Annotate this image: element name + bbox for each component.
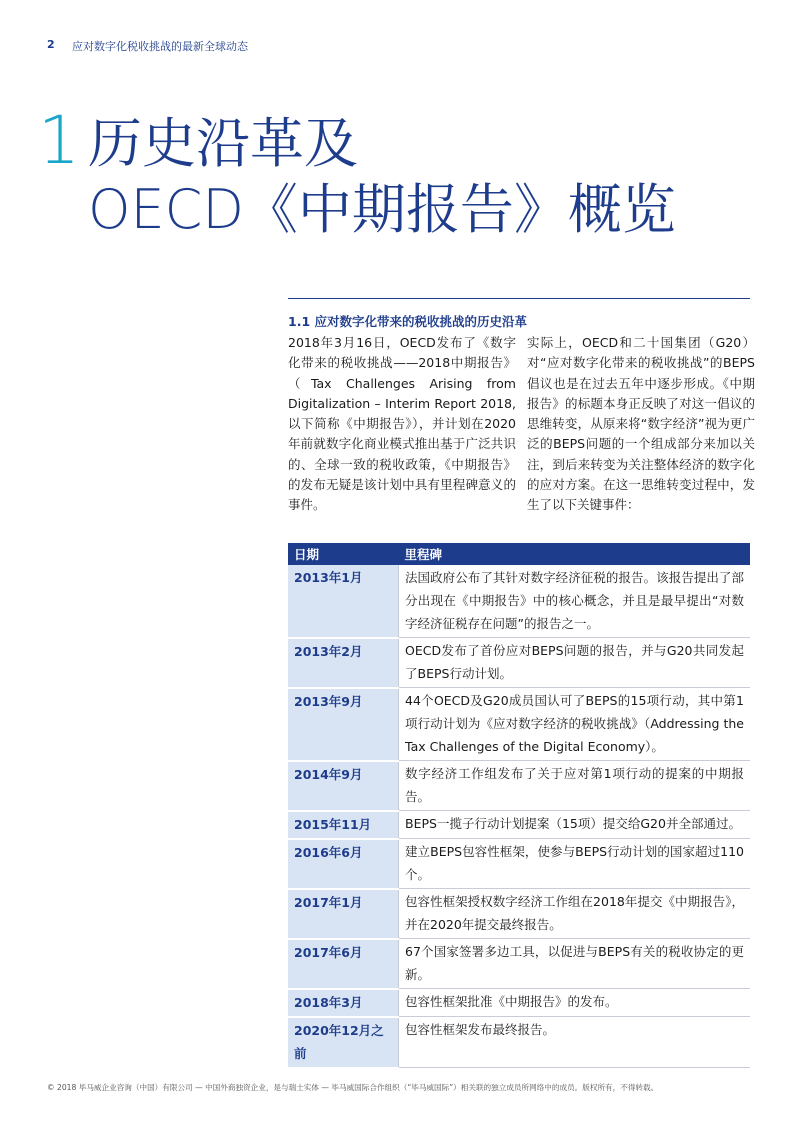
table-row xyxy=(288,989,750,1017)
table-row xyxy=(288,889,750,939)
table-header-row xyxy=(288,543,750,565)
chapter-title-line1: 历史沿革及 xyxy=(88,112,358,175)
table-row xyxy=(288,638,750,688)
chapter-title-line2: OECD《中期报告》概览 xyxy=(88,178,676,241)
row-event: 建立BEPS包容性框架，使参与BEPS行动计划的国家超过110个。 xyxy=(399,839,751,889)
row-event: 包容性框架批准《中期报告》的发布。 xyxy=(399,989,751,1017)
row-date: 2015年11月 xyxy=(288,811,399,839)
chapter-number: 1 xyxy=(38,102,80,179)
table-row xyxy=(288,688,750,761)
row-date: 2013年2月 xyxy=(288,638,399,688)
copyright-footer: © 2018 毕马威企业咨询（中国）有限公司 — 中国外商独资企业，是与瑞士实体 — 毕马威国际合作组织（“毕马威国际”）相关联的独立成员所网络中的成员。版权所有，不得转载。 xyxy=(47,1083,659,1092)
row-date: 2017年1月 xyxy=(288,889,399,939)
row-date: 2018年3月 xyxy=(288,989,399,1017)
table-row xyxy=(288,839,750,889)
running-title: 应对数字化税收挑战的最新全球动态 xyxy=(72,40,248,53)
row-date: 2020年12月之前 xyxy=(288,1017,399,1068)
row-event: BEPS一揽子行动计划提案（15项）提交给G20并全部通过。 xyxy=(399,811,751,839)
row-event: 数字经济工作组发布了关于应对第1项行动的提案的中期报告。 xyxy=(399,761,751,811)
body-left-paragraph: 2018年3月16日，OECD发布了《数字化带来的税收挑战——2018中期报告》（Tax Challenges Arising from Digitalization – Interim Report 2018, 以下简称《中期报告》），并计划在2020年前就数字化商业模式推出基于广泛共识的、全球一致的税收政策，《中期报告》的发布无疑是该计划中具有里程碑意义的事件。 xyxy=(288,335,516,513)
row-event: OECD发布了首份应对BEPS问题的报告，并与G20共同发起了BEPS行动计划。 xyxy=(399,638,751,688)
section-divider xyxy=(288,298,750,299)
body-right-paragraph: 实际上，OECD和二十国集团（G20）对“应对数字化带来的税收挑战”的BEPS倡议也是在过去五年中逐步形成。《中期报告》的标题本身正反映了对这一倡议的思维转变，从原来将“数字经济”视为更广泛的BEPS问题的一个组成部分来加以关注，到后来转变为关注整体经济的数字化的应对方案。在这一思维转变过程中，发生了以下关键事件： xyxy=(527,335,755,513)
row-event: 法国政府公布了其针对数字经济征税的报告。该报告提出了部分出现在《中期报告》中的核心概念，并且是最早提出“对数字经济征税存在问题”的报告之一。 xyxy=(399,565,751,638)
row-event: 包容性框架授权数字经济工作组在2018年提交《中期报告》，并在2020年提交最终报告。 xyxy=(399,889,751,939)
row-date: 2013年1月 xyxy=(288,565,399,638)
row-event: 44个OECD及G20成员国认可了BEPS的15项行动，其中第1项行动计划为《应对数字经济的税收挑战》（Addressing the Tax Challenges of the Digital Economy）。 xyxy=(399,688,751,761)
row-date: 2014年9月 xyxy=(288,761,399,811)
header-date: 日期 xyxy=(288,543,399,565)
table-row xyxy=(288,811,750,839)
row-event: 67个国家签署多边工具，以促进与BEPS有关的税收协定的更新。 xyxy=(399,939,751,989)
table-row xyxy=(288,565,750,638)
row-date: 2016年6月 xyxy=(288,839,399,889)
row-date: 2013年9月 xyxy=(288,688,399,761)
header-milestone: 里程碑 xyxy=(399,543,751,565)
section-title: 1.1 应对数字化带来的税收挑战的历史沿革 xyxy=(288,314,527,329)
row-event: 包容性框架发布最终报告。 xyxy=(399,1017,751,1068)
page-number: 2 xyxy=(47,38,55,51)
milestone-table xyxy=(288,543,750,1069)
table-row xyxy=(288,939,750,989)
row-date: 2017年6月 xyxy=(288,939,399,989)
table-row xyxy=(288,1017,750,1068)
table-row xyxy=(288,761,750,811)
